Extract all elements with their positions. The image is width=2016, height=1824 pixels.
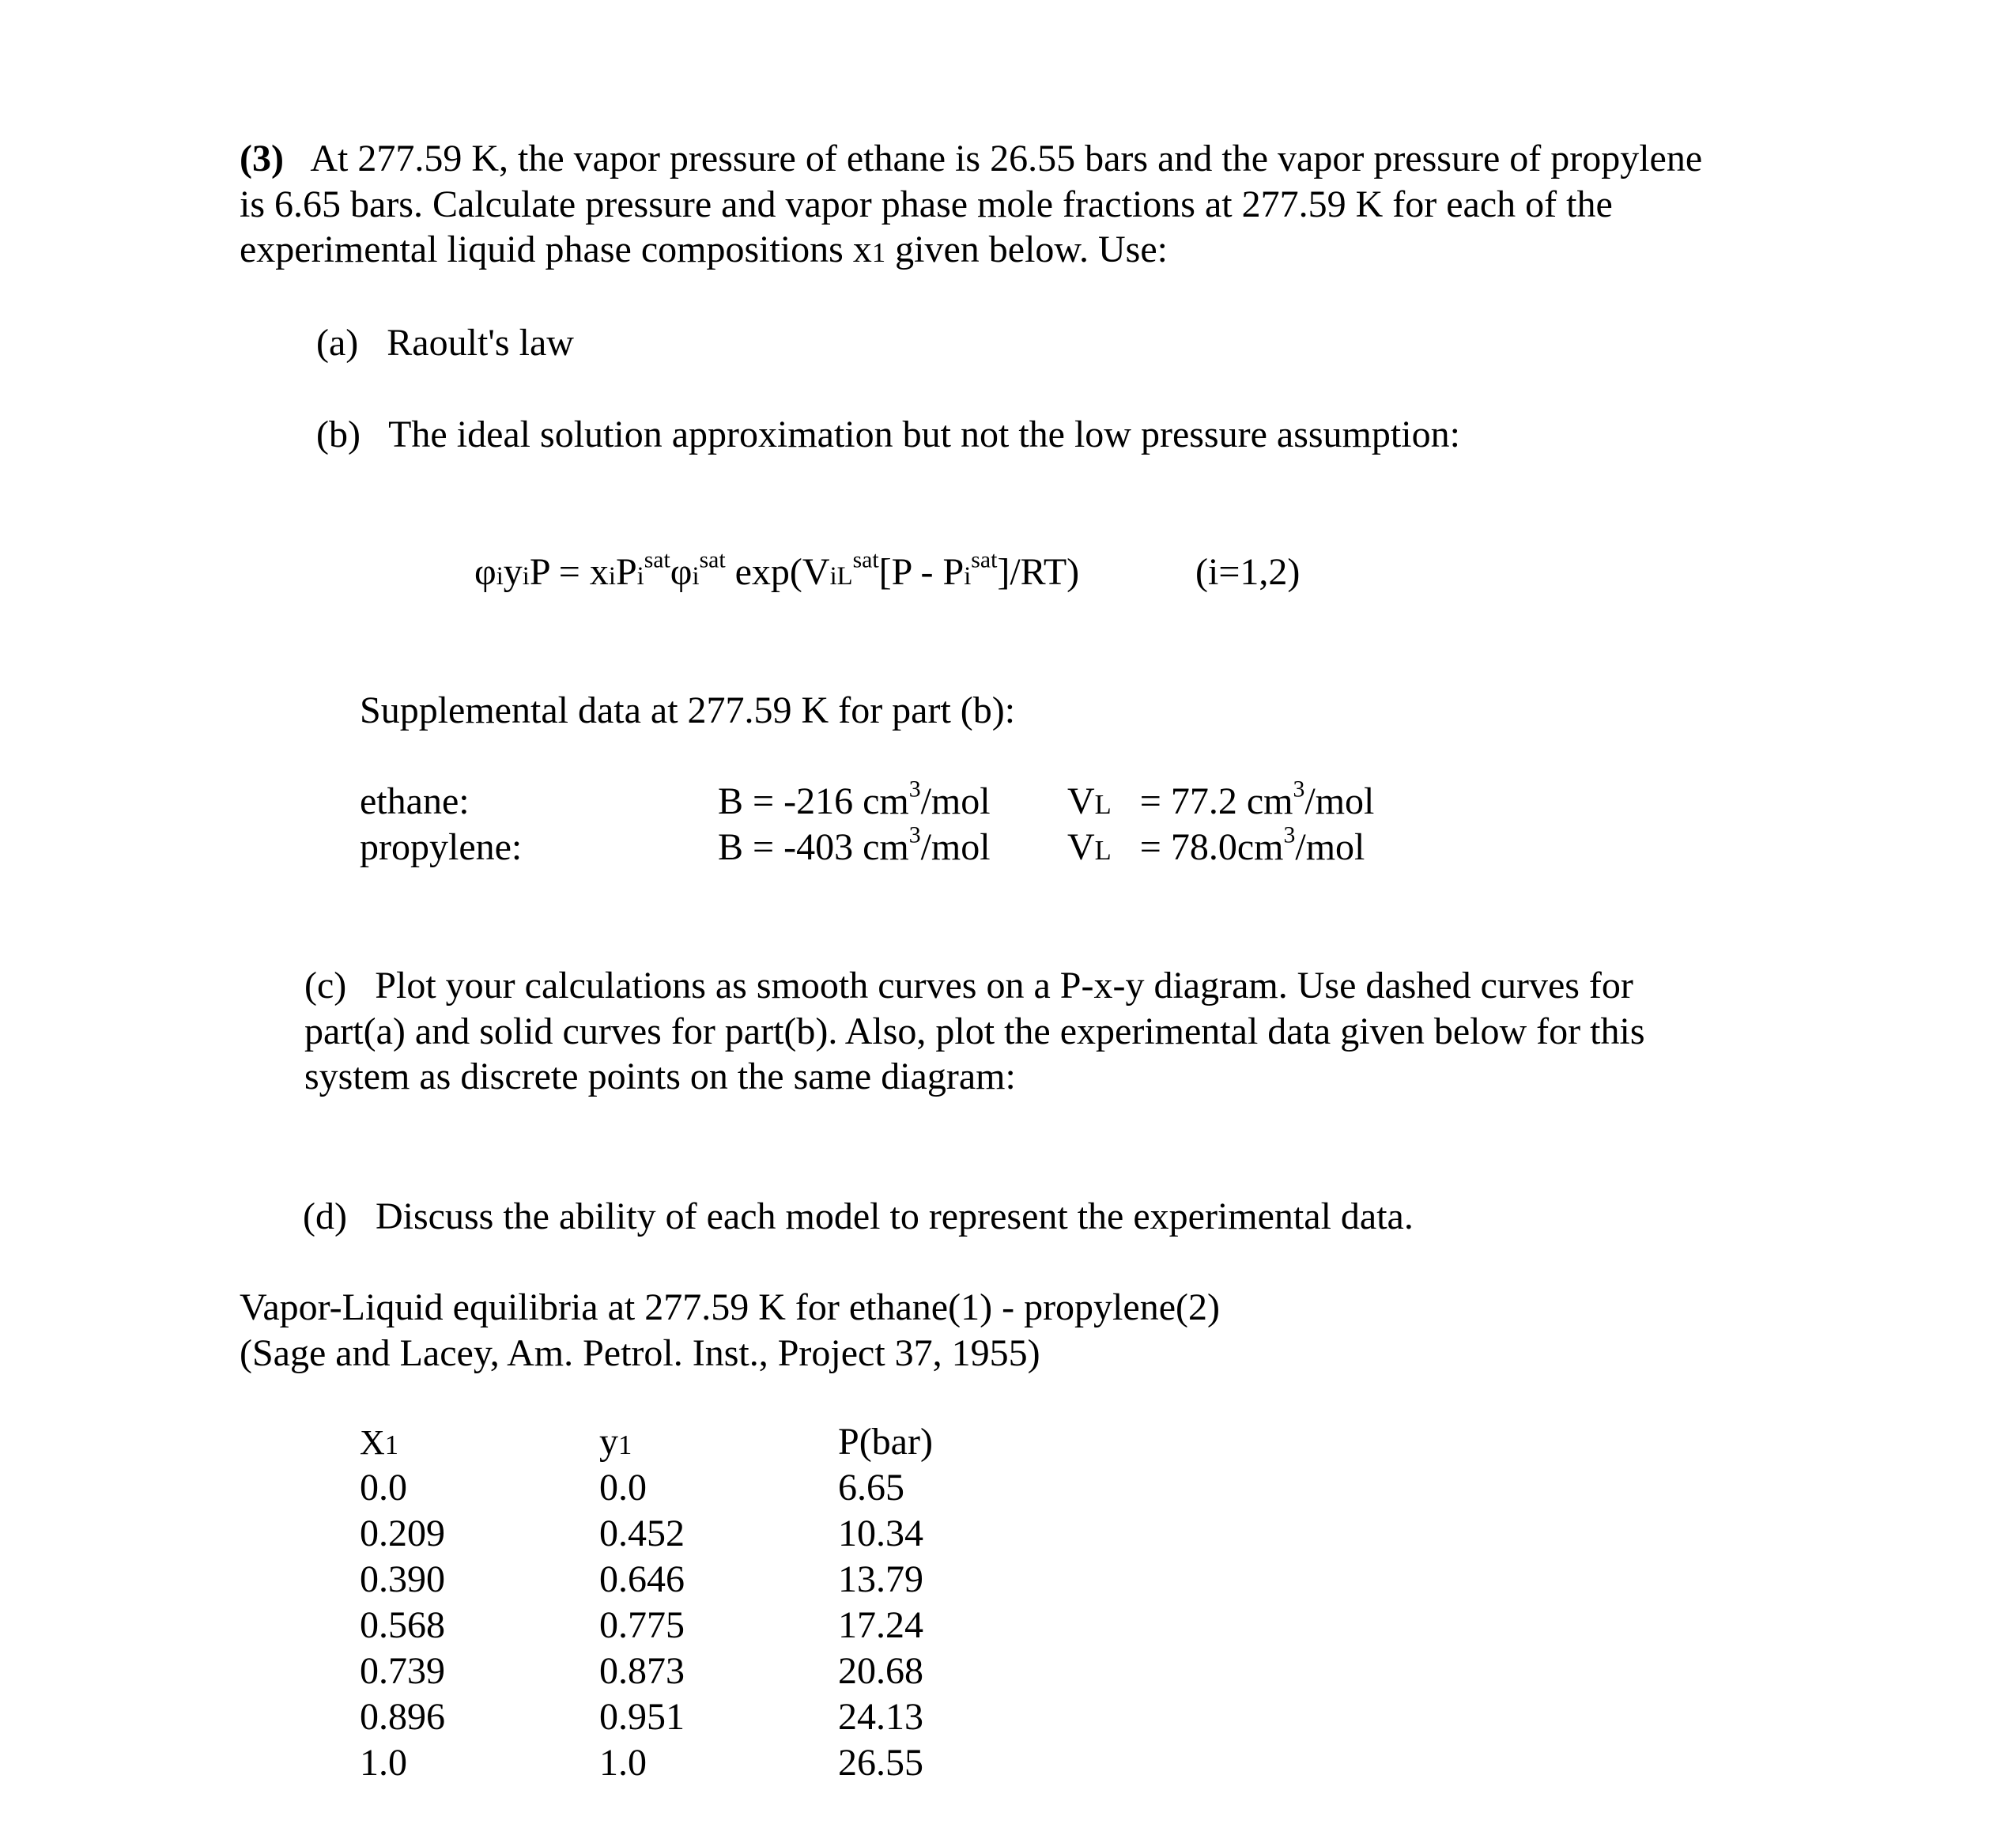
fugacity-equation: φiyiP = $xiPi^{sat}\varphi i^{sat}$ $\exp(ViL^{sat}[P - Pi^{sat}]/RT)$ [474, 546, 1080, 593]
supplemental-propylene-species: propylene: [360, 826, 523, 868]
vle-table [360, 1419, 992, 1783]
cell-x: 0.209 [360, 1512, 445, 1554]
part-d-text: Discuss the ability of each model to represent the experimental data. [375, 1195, 1414, 1237]
cell-y: 0.775 [599, 1604, 685, 1646]
part-d-label: (d) [303, 1195, 347, 1237]
cell-y: 0.0 [599, 1467, 647, 1509]
part-a-label: (a) [316, 322, 359, 364]
cell-p: 17.24 [838, 1604, 923, 1646]
cell-p: 10.34 [838, 1512, 923, 1554]
cell-x: 1.0 [360, 1742, 407, 1784]
cell-x: 0.390 [360, 1558, 445, 1600]
intro-line-3-end: given below. Use: [885, 228, 1168, 271]
cell-p: 20.68 [838, 1650, 923, 1692]
supplemental-ethane-species: ethane: [360, 780, 470, 822]
part-b [316, 412, 1460, 458]
intro-line-3: experimental liquid phase compositions x [240, 228, 872, 271]
cell-p: 26.55 [838, 1742, 923, 1784]
vle-source: (Sage and Lacey, Am. Petrol. Inst., Project 37, 1955) [240, 1331, 1040, 1374]
problem-intro [240, 136, 1702, 273]
part-b-label: (b) [316, 414, 361, 455]
part-a-text: Raoult's law [387, 322, 574, 364]
vle-title: Vapor-Liquid equilibria at 277.59 K for ethane(1) - propylene(2) [240, 1286, 1220, 1328]
part-b-text: The ideal solution approximation but not the low pressure assumption: [388, 414, 1460, 455]
cell-x: 0.0 [360, 1467, 407, 1509]
part-d [303, 1194, 1414, 1240]
cell-x: 0.896 [360, 1696, 445, 1738]
part-c [304, 963, 1645, 1100]
cell-p: 24.13 [838, 1696, 923, 1738]
part-c-line-2: part(a) and solid curves for part(b). Also, plot the experimental data given below for this [304, 1010, 1645, 1052]
cell-y: 0.452 [599, 1512, 685, 1554]
problem-number: (3) [240, 138, 284, 179]
supplemental-propylene-b: B = -403 $cm^3$/mol [718, 821, 991, 868]
header-x1: X1 [360, 1423, 399, 1462]
vle-section [240, 1285, 1220, 1376]
cell-x: 0.739 [360, 1650, 445, 1692]
part-c-line-1: Plot your calculations as smooth curves on a P-x-y diagram. Use dashed curves for [375, 965, 1633, 1006]
x1-subscript: 1 [871, 238, 886, 269]
part-c-label: (c) [304, 965, 347, 1006]
cell-x: 0.568 [360, 1604, 445, 1646]
intro-line-1: At 277.59 K, the vapor pressure of ethane is 26.55 bars and the vapor pressure of propylene [310, 138, 1703, 179]
supplemental-ethane-vl: VL = 77.2 $cm^3$/mol [1067, 776, 1375, 822]
intro-line-2: is 6.65 bars. Calculate pressure and vapor phase mole fractions at 277.59 K for each of the [240, 183, 1613, 225]
header-y1: y1 [599, 1421, 632, 1463]
part-a [316, 320, 574, 366]
cell-y: 0.646 [599, 1558, 685, 1600]
equation-index-note: (i=1,2) [1195, 551, 1301, 593]
cell-p: 6.65 [838, 1467, 904, 1509]
cell-y: 1.0 [599, 1742, 647, 1784]
cell-p: 13.79 [838, 1558, 923, 1600]
cell-y: 0.951 [599, 1696, 685, 1738]
part-c-line-3: system as discrete points on the same diagram: [304, 1056, 1016, 1098]
cell-y: 0.873 [599, 1650, 685, 1692]
supplemental-propylene-vl: VL = $78.0cm^3$/mol [1067, 821, 1365, 868]
header-pressure: P(bar) [838, 1421, 933, 1463]
supplemental-title: Supplemental data at 277.59 K for part (b): [360, 689, 1016, 731]
supplemental-ethane-b: B = -216 $cm^3$/mol [718, 776, 991, 822]
